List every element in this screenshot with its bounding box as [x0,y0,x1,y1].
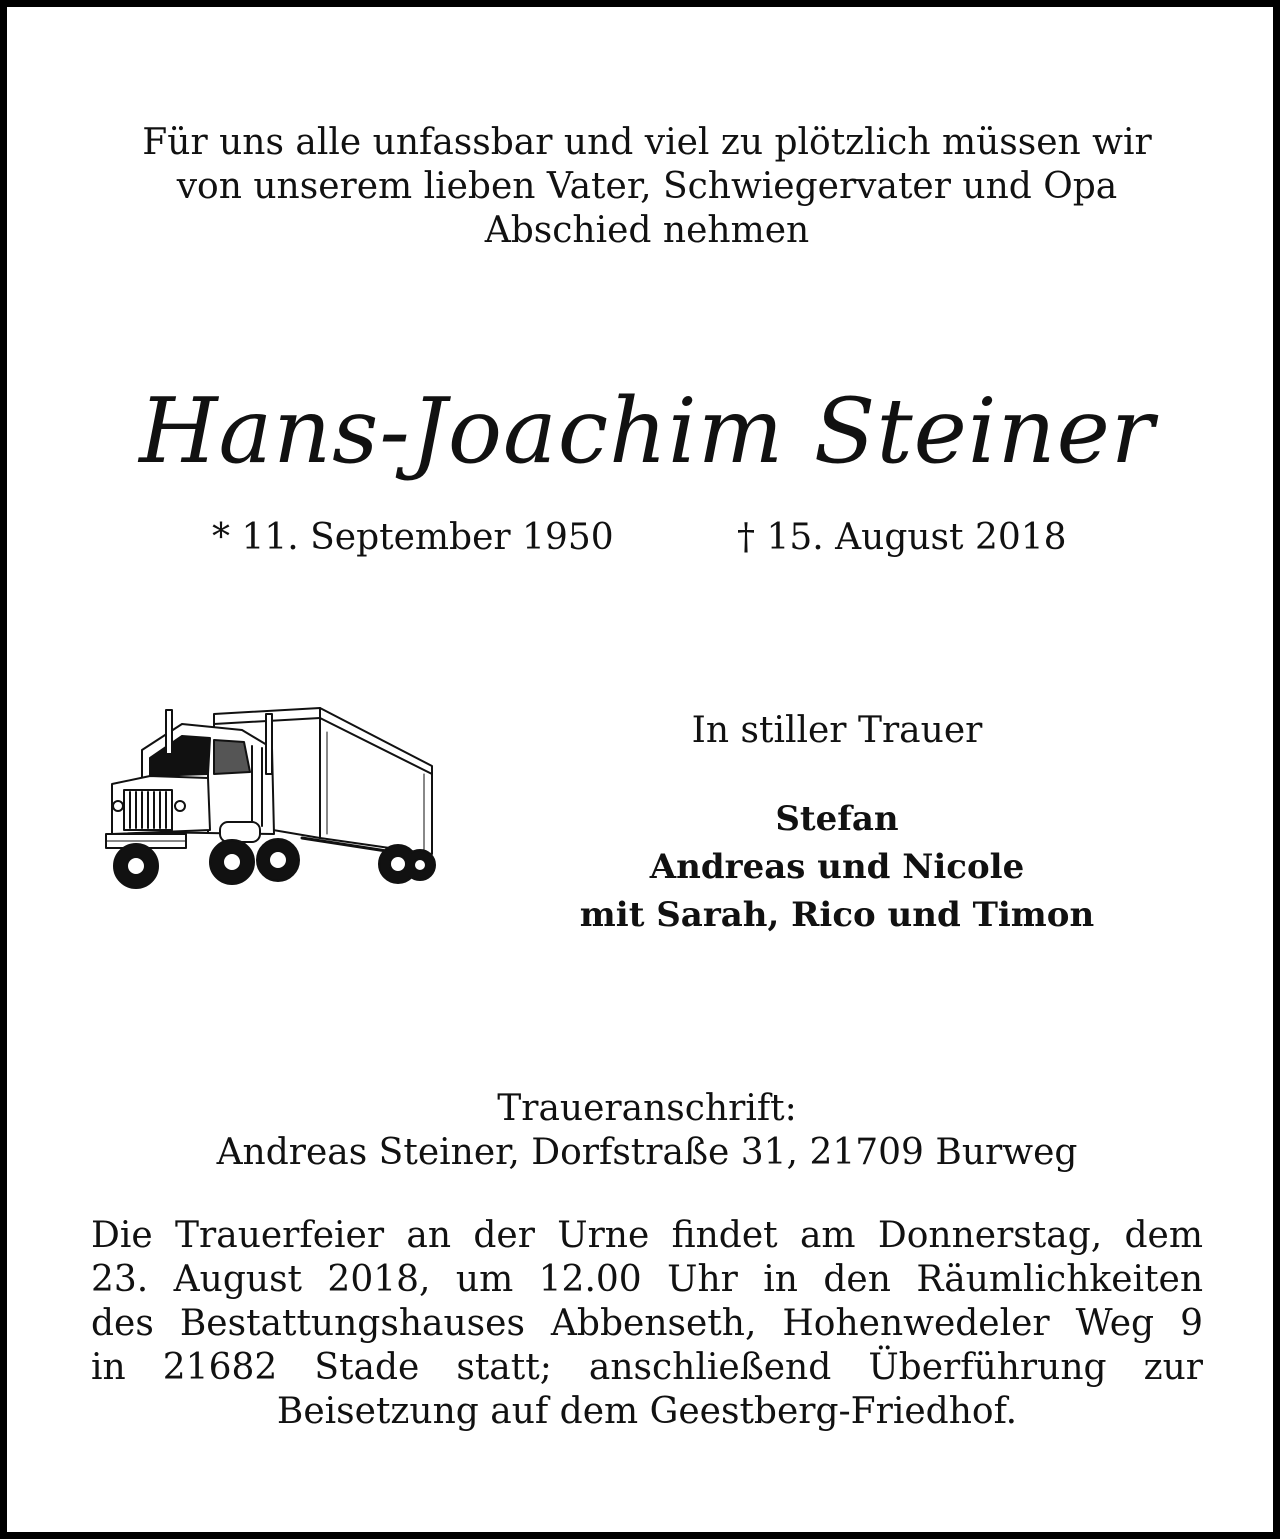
ceremony-line: des Bestattungshauses Abbenseth, Hohenwedeler Weg 9 [91,1303,1203,1344]
intro-line: Abschied nehmen [484,210,810,251]
ceremony-line: Beisetzung auf dem Geestberg-Friedhof. [276,1391,1018,1432]
birth-date: * 11. September 1950 [212,517,614,558]
mourning-lead: In stiller Trauer [691,710,983,751]
ceremony-line: Die Trauerfeier an der Urne findet am Donnerstag, dem [91,1215,1203,1256]
intro-text [67,121,1227,253]
deceased-name: Hans-Joachim Steiner [139,379,1155,484]
mourning-address [67,1087,1227,1175]
intro-line: von unserem lieben Vater, Schwiegervater und Opa [176,166,1118,207]
mourner-name: mit Sarah, Rico und Timon [579,895,1095,935]
address-line: Andreas Steiner, Dorfstraße 31, 21709 Burweg [216,1132,1078,1173]
ceremony-text [91,1214,1203,1434]
ceremony-line: in 21682 Stade statt; anschließend Überführung zur [91,1347,1203,1388]
mourning-block [527,707,1147,939]
mourner-name: Andreas und Nicole [649,847,1025,887]
mourner-name: Stefan [775,799,899,839]
mourner-list [527,795,1147,939]
address-label: Traueranschrift: [497,1088,797,1129]
ceremony-line: 23. August 2018, um 12.00 Uhr in den Räumlichkeiten [91,1259,1203,1300]
intro-line: Für uns alle unfassbar und viel zu plötzlich müssen wir [142,122,1152,163]
death-date: † 15. August 2018 [737,517,1067,558]
semi-truck-icon [102,702,437,897]
